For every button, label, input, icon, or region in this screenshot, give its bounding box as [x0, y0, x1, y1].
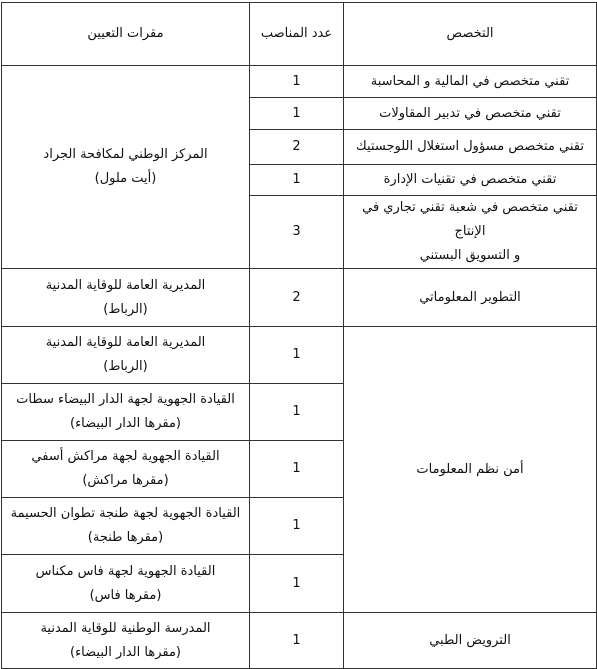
specialty-cell: تقني متخصص في تقنيات الإدارة	[344, 165, 597, 196]
header-location: مقرات التعيين	[2, 3, 250, 66]
specialty-cell: تقني متخصص في المالية و المحاسبة	[344, 66, 597, 98]
count-cell: 2	[250, 269, 344, 327]
count-cell: 2	[250, 130, 344, 165]
specialty-cell: تقني متخصص في شعبة تقني تجاري في الإنتاج و التسويق البستني	[344, 196, 597, 269]
table-row	[2, 66, 597, 98]
count-cell: 1	[250, 384, 344, 441]
count-cell: 1	[250, 98, 344, 130]
location-cell: القيادة الجهوية لجهة الدار البيضاء سطات (مقرها الدار البيضاء)	[2, 384, 250, 441]
count-cell: 1	[250, 498, 344, 555]
count-cell: 1	[250, 613, 344, 669]
specialty-cell: التطوير المعلوماتي	[344, 269, 597, 327]
location-cell: القيادة الجهوية لجهة فاس مكناس (مقرها فاس)	[2, 555, 250, 613]
specialty-cell: تقني متخصص مسؤول استغلال اللوجستيك	[344, 130, 597, 165]
table-row	[2, 327, 597, 384]
location-cell: القيادة الجهوية لجهة طنجة تطوان الحسيمة (مقرها طنجة)	[2, 498, 250, 555]
count-cell: 1	[250, 441, 344, 498]
count-cell: 1	[250, 555, 344, 613]
location-cell: القيادة الجهوية لجهة مراكش أسفي (مقرها مراكش)	[2, 441, 250, 498]
positions-table	[1, 2, 597, 669]
count-cell: 3	[250, 196, 344, 269]
header-count: عدد المناصب	[250, 3, 344, 66]
count-cell: 1	[250, 327, 344, 384]
location-cell: المديرية العامة للوقاية المدنية (الرباط)	[2, 327, 250, 384]
header-row	[2, 3, 597, 66]
location-cell: المركز الوطني لمكافحة الجراد (أيت ملول)	[2, 66, 250, 269]
location-cell: المديرية العامة للوقاية المدنية (الرباط)	[2, 269, 250, 327]
location-cell: المدرسة الوطنية للوقاية المدنية (مقرها الدار البيضاء)	[2, 613, 250, 669]
header-specialty: التخصص	[344, 3, 597, 66]
specialty-cell: تقني متخصص في تدبير المقاولات	[344, 98, 597, 130]
specialty-cell: الترويض الطبي	[344, 613, 597, 669]
table-row	[2, 613, 597, 669]
specialty-cell: أمن نظم المعلومات	[344, 327, 597, 613]
count-cell: 1	[250, 66, 344, 98]
count-cell: 1	[250, 165, 344, 196]
table-row	[2, 269, 597, 327]
